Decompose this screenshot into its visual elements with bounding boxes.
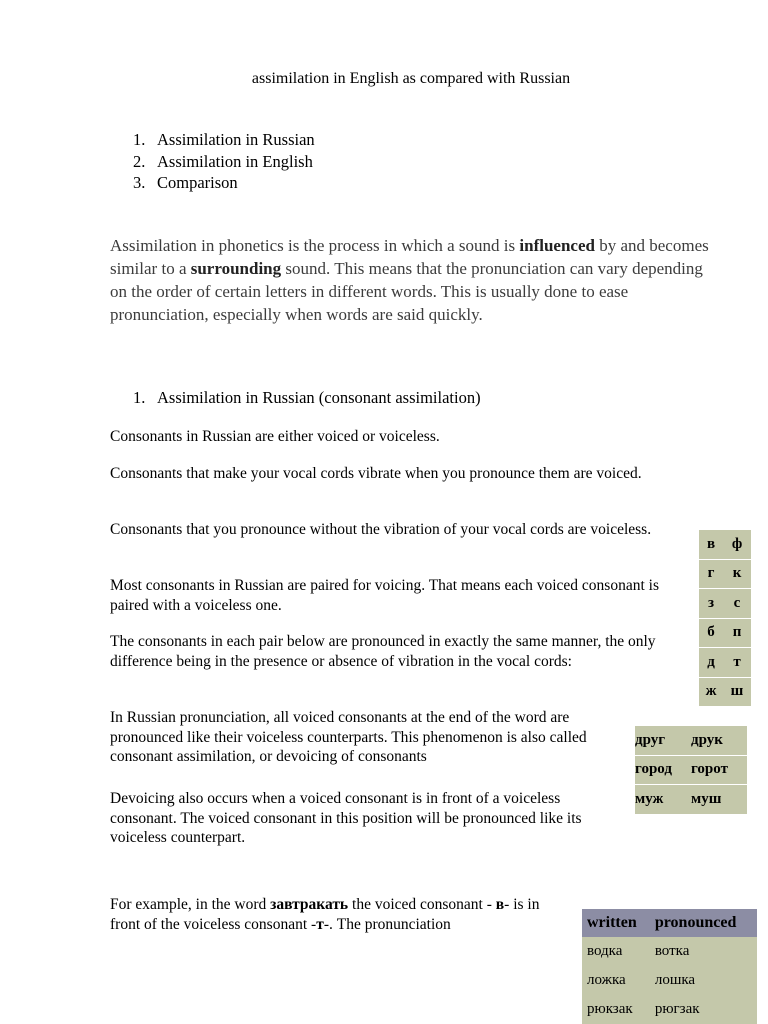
devoicing-examples-table (635, 726, 747, 815)
table-row: рюкзак рюгзак (587, 1001, 700, 1017)
paragraph: Devoicing also occurs when a voiced consonant is in front of a voiceless consonant. The voiced consonant in this position will be pronounced like its voiceless counterpart. (110, 790, 582, 846)
table-row: г к (699, 559, 751, 589)
paragraph: Most consonants in Russian are paired for voicing. That means each voiced consonant is paired with a voiceless one. (110, 577, 659, 614)
example-paragraph: For example, in the word завтракать the voiced consonant - в- is in front of the voiceless consonant -т-. The pronunciation (110, 896, 540, 933)
toc-item: 1. Assimilation in Russian (133, 130, 315, 149)
paragraph: Consonants in Russian are either voiced or voiceless. (110, 428, 440, 445)
table-row: город горот (635, 755, 747, 785)
toc-item: 2. Assimilation in English (133, 151, 313, 171)
paragraph: Consonants that make your vocal cords vibrate when you pronounce them are voiced. (110, 465, 642, 482)
table-row: б п (699, 618, 751, 648)
page-title: assimilation in English as compared with Russian (251, 70, 571, 87)
intro-paragraph: Assimilation in phonetics is the process in which a sound is influenced by and becomes similar to a surrounding sound. This means that the pronunciation can vary depending on the order of certain letters in different words. This is usually done to ease pronunciation, especially when words are said quickly. (110, 236, 709, 324)
table-row: ложка лошка (587, 972, 696, 988)
paragraph: In Russian pronunciation, all voiced consonants at the end of the word are pronounced like their voiceless counterparts. This phenomenon is also called consonant assimilation, or devoicing of consonants (110, 709, 587, 765)
table-row: ж ш (699, 677, 751, 707)
written-pronounced-table (582, 909, 757, 1024)
table-row: в ф (699, 530, 751, 559)
consonant-pairs-table (699, 530, 751, 707)
table-of-contents (133, 129, 315, 194)
table-row: друг друк (635, 726, 747, 755)
toc-item: 3. Comparison (133, 173, 238, 192)
section-heading (133, 387, 481, 409)
table-row: з с (699, 589, 751, 619)
section-heading-item: 1. Assimilation in Russian (consonant assimilation) (133, 388, 481, 407)
table-header-row: written pronounced (582, 909, 757, 937)
table-row: муж муш (635, 785, 747, 815)
table-row: водка вотка (587, 943, 690, 959)
paragraph: The consonants in each pair below are pronounced in exactly the same manner, the only difference being in the presence or absence of vibration in the vocal cords: (110, 633, 656, 670)
table-row: д т (699, 648, 751, 678)
paragraph: Consonants that you pronounce without the vibration of your vocal cords are voiceless. (110, 521, 652, 538)
